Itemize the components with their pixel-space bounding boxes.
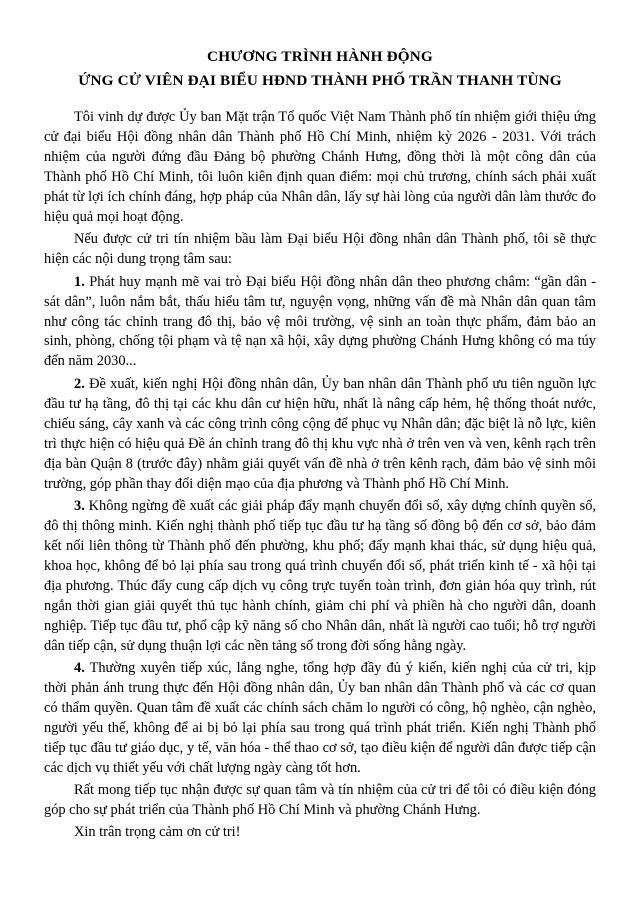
paragraph-text: Xin trân trọng cảm ơn cử tri! (74, 824, 241, 841)
document-body (44, 108, 596, 843)
paragraph-text: Rất mong tiếp tục nhận được sự quan tâm và tín nhiệm của cử tri để tôi có điều kiện đóng góp cho sự phát triển của Thành phố Hồ Chí Minh và phường Chánh Hưng. (44, 782, 596, 819)
paragraph-closing-1 (44, 781, 596, 821)
paragraph-text: Nếu được cử tri tín nhiệm bầu làm Đại biểu Hội đồng nhân dân Thành phố, tôi sẽ thực hiện các nội dung trọng tâm sau: (44, 231, 596, 268)
paragraph-intro-2 (44, 230, 596, 270)
paragraph-item-2 (44, 375, 596, 495)
paragraph-text: Thường xuyên tiếp xúc, lắng nghe, tổng hợp đầy đủ ý kiến, kiến nghị của cử tri, kịp thời phản ánh trung thực đến Hội đồng nhân dân, Ủy ban nhân dân Thành phố và các cơ quan có thẩm quyền. Quan tâm đề xuất các chính sách chăm lo người có công, hộ nghèo, cận nghèo, người yếu thế, không để ai bị bỏ lại phía sau trong quá trình phát triển. Kiến nghị Thành phố tiếp tục đầu tư giáo dục, y tế, văn hóa - thể thao cơ sở, tạo điều kiện để người dân được tiếp cận các dịch vụ thiết yếu với chất lượng ngày càng tốt hơn. (44, 659, 596, 776)
item-number: 1. (74, 273, 85, 290)
paragraph-item-3 (44, 497, 596, 657)
item-number: 3. (74, 497, 85, 514)
page-title (44, 46, 596, 91)
title-line-2: ỨNG CỬ VIÊN ĐẠI BIỂU HĐND THÀNH PHỐ TRẦN THANH TÙNG (78, 71, 562, 89)
paragraph-closing-2 (44, 823, 596, 843)
item-number: 4. (74, 659, 85, 676)
paragraph-intro-1 (44, 108, 596, 228)
paragraph-text: Đề xuất, kiến nghị Hội đồng nhân dân, Ủy ban nhân dân Thành phố ưu tiên nguồn lực đầu tư hạ tầng, đô thị tại các khu dân cư hiện hữu, nhất là nâng cấp hẻm, hệ thống thoát nước, chiếu sáng, cây xanh và các công trình công cộng để phục vụ Nhân dân; đặc biệt là nỗ lực, kiên trì thực hiện có hiệu quả Đề án chỉnh trang đô thị khu vực nhà ở trên ven và ven, kênh rạch trên địa bàn Quận 8 (trước đây) nhằm giải quyết vấn đề nhà ở trên kênh rạch, đảm bảo vệ sinh môi trường, góp phần thay đổi diện mạo của địa phương và Thành phố Hồ Chí Minh. (44, 375, 596, 492)
item-number: 2. (74, 375, 85, 392)
paragraph-text: Tôi vinh dự được Ủy ban Mặt trận Tổ quốc Việt Nam Thành phố tín nhiệm giới thiệu ứng cử đại biểu Hội đồng nhân dân Thành phố Hồ Chí Minh, nhiệm kỳ 2026 - 2031. Với trách nhiệm của người đứng đầu Đảng bộ phường Chánh Hưng, đồng thời là một công dân của Thành phố Hồ Chí Minh, tôi luôn kiên định quan điểm: mọi chủ trương, chính sách phải xuất phát từ lợi ích chính đáng, hợp pháp của Nhân dân, lấy sự hài lòng của người dân làm thước đo hiệu quả mọi hoạt động. (44, 109, 596, 225)
paragraph-text: Phát huy mạnh mẽ vai trò Đại biểu Hội đồng nhân dân theo phương châm: “gần dân - sát dân”, luôn nắm bắt, thấu hiểu tâm tư, nguyện vọng, những vấn đề mà Nhân dân quan tâm như công tác chỉnh trang đô thị, bảo vệ môi trường, vệ sinh an toàn thực phẩm, đảm bảo an sinh, phòng, chống tội phạm và tệ nạn xã hội, xây dựng phường Chánh Hưng không có ma túy đến năm 2030... (44, 273, 596, 370)
title-line-1: CHƯƠNG TRÌNH HÀNH ĐỘNG (207, 48, 433, 65)
paragraph-text: Không ngừng đề xuất các giải pháp đẩy mạnh chuyển đổi số, xây dựng chính quyền số, đô thị thông minh. Kiến nghị thành phố tiếp tục đầu tư hạ tầng số đồng bộ đến cơ sở, bảo đảm kết nối liên thông từ Thành phố đến phường, khu phố; đẩy mạnh khai thác, sử dụng hiệu quả, khoa học, không để bỏ lại phía sau trong quá trình chuyển đổi số, phát triển kinh tế - xã hội tại địa phương. Thúc đẩy cung cấp dịch vụ công trực tuyến toàn trình, đơn giản hóa quy trình, rút ngắn thời gian giải quyết thủ tục hành chính, giảm chi phí và phiền hà cho người dân, doanh nghiệp. Tiếp tục đầu tư, phổ cập kỹ năng số cho Nhân dân, nhất là người cao tuổi; hỗ trợ người dân tiếp cận, sử dụng thuận lợi các nền tảng số trong đời sống hằng ngày. (44, 497, 596, 654)
paragraph-item-4 (44, 659, 596, 779)
paragraph-item-1 (44, 273, 596, 373)
